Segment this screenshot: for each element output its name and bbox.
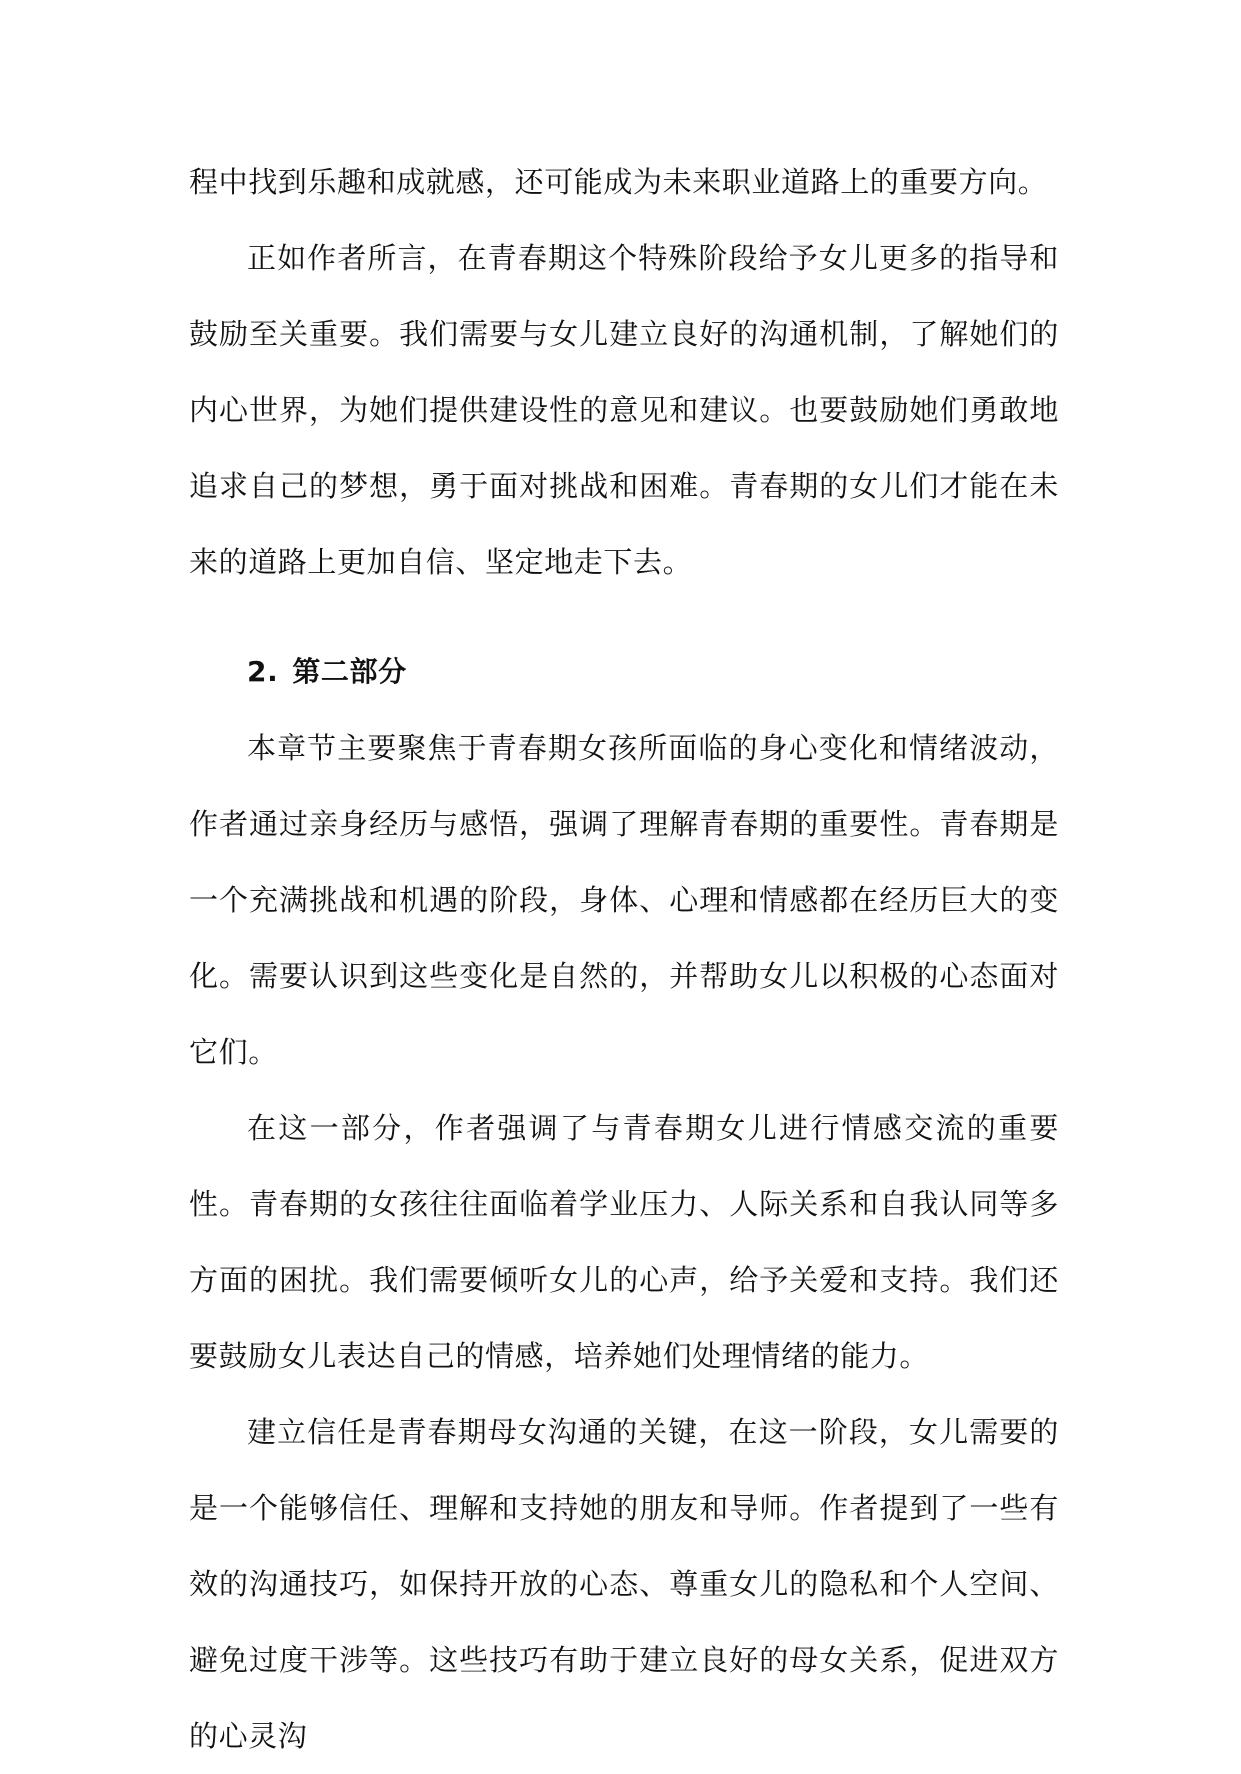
section-number: 2.	[247, 655, 279, 688]
section-title: 第二部分	[292, 655, 407, 688]
paragraph: 在这一部分，作者强调了与青春期女儿进行情感交流的重要性。青春期的女孩往往面临着学业压力、人际关系和自我认同等多方面的困扰。我们需要倾听女儿的心声，给予关爱和支持。我们还要鼓励女儿表达自己的情感，培养她们处理情绪的能力。	[189, 1111, 1059, 1373]
paragraph-continued: 程中找到乐趣和成就感，还可能成为未来职业道路上的重要方向。	[189, 165, 1048, 199]
document-body	[189, 144, 1059, 1774]
section-heading	[189, 634, 1059, 710]
paragraph: 本章节主要聚焦于青春期女孩所面临的身心变化和情绪波动，作者通过亲身经历与感悟，强调了理解青春期的重要性。青春期是一个充满挑战和机遇的阶段，身体、心理和情感都在经历巨大的变化。需要认识到这些变化是自然的，并帮助女儿以积极的心态面对它们。	[189, 731, 1059, 1069]
paragraph: 正如作者所言，在青春期这个特殊阶段给予女儿更多的指导和鼓励至关重要。我们需要与女儿建立良好的沟通机制，了解她们的内心世界，为她们提供建设性的意见和建议。也要鼓励她们勇敢地追求自己的梦想，勇于面对挑战和困难。青春期的女儿们才能在未来的道路上更加自信、坚定地走下去。	[189, 241, 1059, 579]
paragraph: 建立信任是青春期母女沟通的关键，在这一阶段，女儿需要的是一个能够信任、理解和支持她的朋友和导师。作者提到了一些有效的沟通技巧，如保持开放的心态、尊重女儿的隐私和个人空间、避免过度干涉等。这些技巧有助于建立良好的母女关系，促进双方的心灵沟	[189, 1415, 1059, 1753]
